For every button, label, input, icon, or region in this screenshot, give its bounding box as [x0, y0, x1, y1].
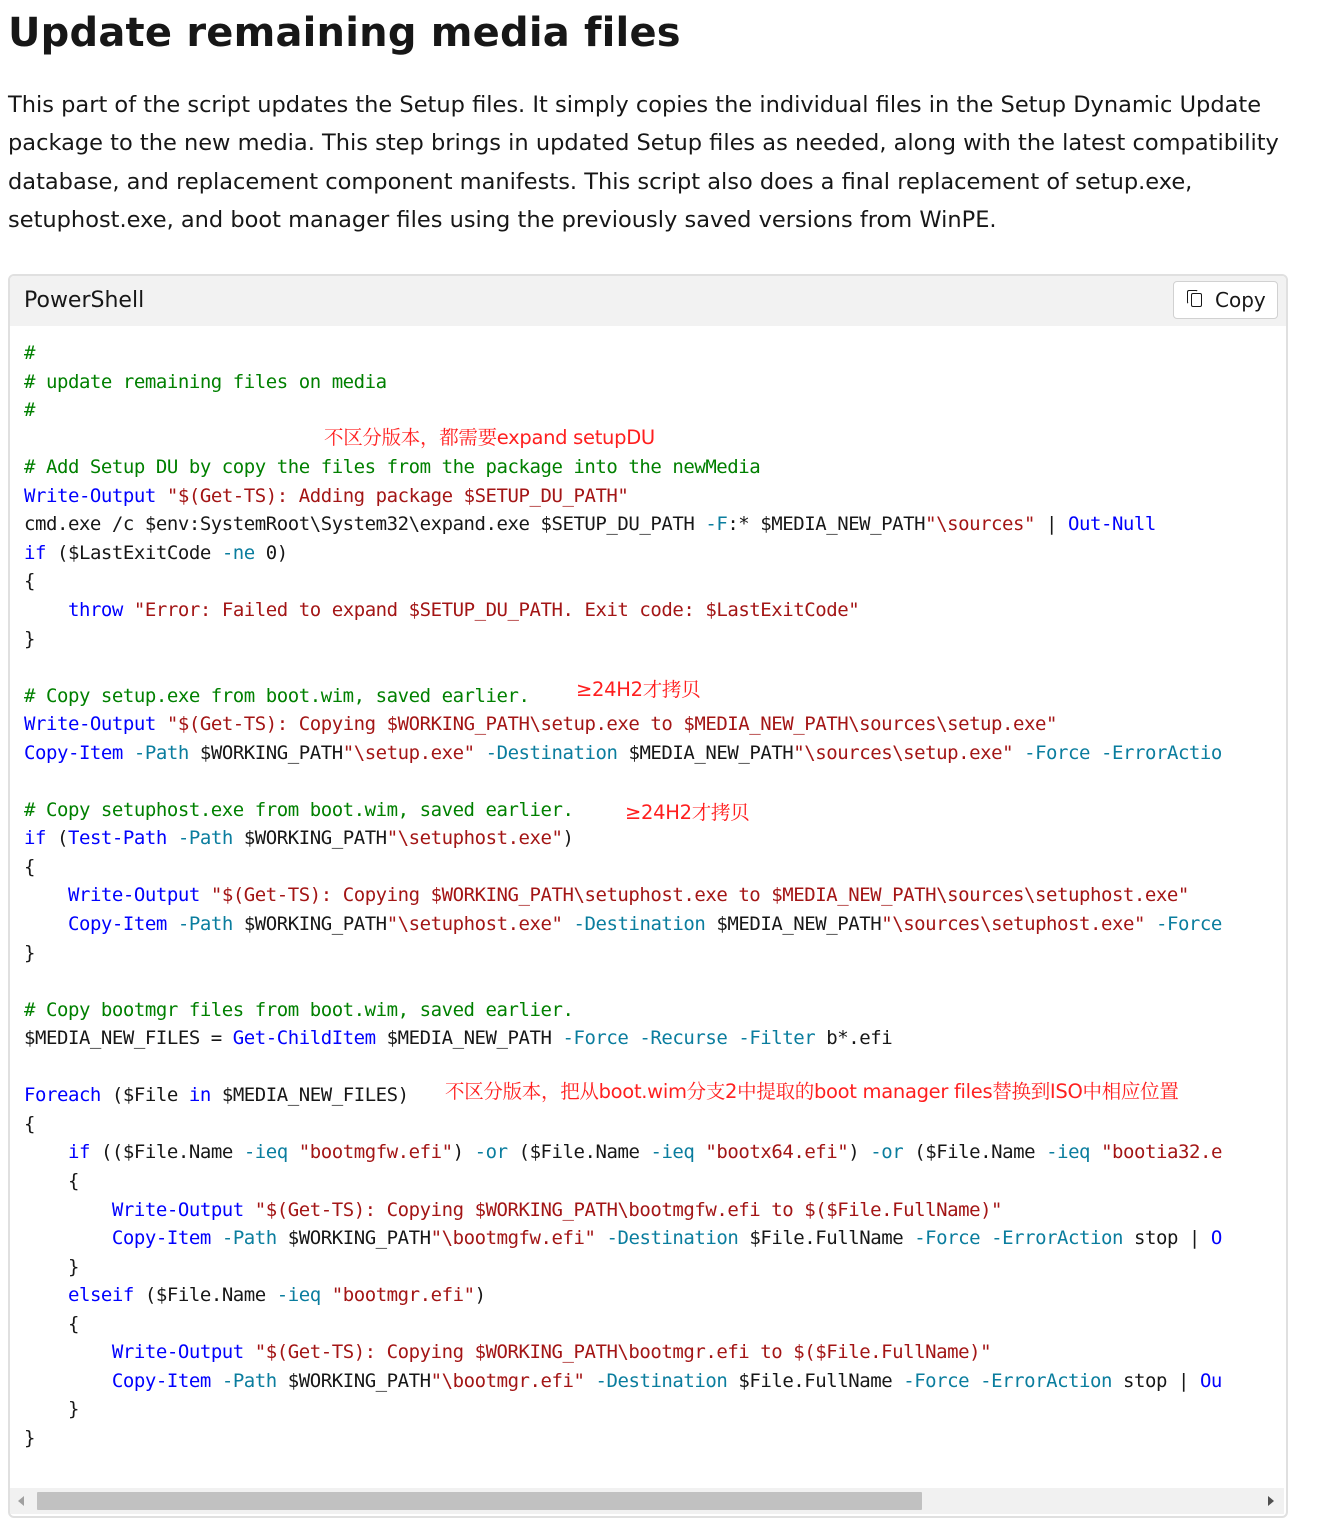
code-token-plain: $WORKING_PATH	[232, 913, 387, 935]
code-line	[24, 1138, 1222, 1166]
code-token-cmdlet: Write-Output	[111, 1341, 244, 1364]
code-token-plain: $WORKING_PATH	[232, 827, 387, 850]
code-token-keyword: in	[188, 1084, 211, 1107]
code-token-cmdlet: Get-ChildItem	[232, 1027, 376, 1050]
annotation-bootmgr-replace: 不区分版本，把从boot.wim分支2中提取的boot manager files替换到ISO中相应位置	[445, 1080, 1179, 1103]
code-token-param: -ErrorAction	[991, 1227, 1123, 1250]
code-token-keyword: Foreach	[24, 1084, 101, 1107]
code-token-plain: (	[45, 827, 68, 850]
code-token-plain	[200, 884, 211, 906]
code-token-plain	[694, 1141, 705, 1163]
code-token-plain: ($File.Name	[903, 1141, 1047, 1164]
code-token-plain	[167, 827, 178, 849]
code-token-plain	[1013, 742, 1024, 764]
code-token-plain	[321, 1284, 332, 1306]
code-token-comment: # Add Setup DU by copy the files from the package into the newMedia	[24, 456, 761, 479]
code-token-cmdlet: Copy-Item	[111, 1369, 211, 1392]
code-token-param: -ne	[221, 541, 255, 564]
code-token-param: -Path	[133, 741, 189, 764]
code-token-plain	[1090, 742, 1101, 764]
code-token-string: "\bootmgr.efi"	[430, 1369, 585, 1392]
code-token-plain	[167, 913, 178, 935]
code-token-keyword: if	[67, 1141, 90, 1164]
code-token-cmdlet: O	[1210, 1227, 1222, 1250]
code-token-string: "$(Get-TS): Adding package $SETUP_DU_PATH"	[166, 484, 629, 507]
code-line	[24, 510, 1156, 538]
code-line	[24, 796, 573, 824]
code-token-plain	[585, 1370, 596, 1392]
code-token-string: "bootx64.efi"	[705, 1141, 849, 1164]
code-token-cmdlet: Ou	[1199, 1369, 1222, 1392]
code-token-string: "\setuphost.exe"	[386, 827, 563, 850]
code-token-plain: cmd.exe /c $env:SystemRoot\System32\expand.exe $SETUP_DU_PATH	[24, 513, 706, 536]
code-token-string: "Error: Failed to expand $SETUP_DU_PATH. Exit code: $LastExitCode"	[133, 598, 860, 621]
code-token-plain	[24, 599, 68, 621]
code-token-cmdlet: Out-Null	[1067, 513, 1156, 536]
code-token-plain: }	[24, 627, 35, 650]
code-token-plain	[211, 1370, 222, 1392]
code-token-plain: $MEDIA_NEW_PATH	[375, 1027, 563, 1050]
code-token-string: "\setuphost.exe"	[386, 913, 563, 935]
code-line	[24, 939, 35, 967]
annotation-setuphost-24h2: ≥24H2才拷贝	[625, 801, 750, 824]
code-line	[24, 996, 573, 1024]
code-token-plain: )	[848, 1141, 871, 1164]
code-token-plain	[24, 1227, 112, 1249]
code-token-plain: $WORKING_PATH	[276, 1227, 431, 1250]
code-token-plain: $File.FullName	[727, 1369, 904, 1392]
code-token-plain: }	[24, 1426, 35, 1449]
code-token-string: "\bootmgfw.efi"	[430, 1227, 596, 1250]
copy-button[interactable]	[1173, 281, 1278, 319]
code-token-param: -Destination	[606, 1227, 739, 1250]
code-line	[24, 567, 35, 595]
code-token-comment: #	[24, 399, 35, 422]
code-token-param: -F	[705, 513, 728, 536]
code-token-param: -Force	[1024, 741, 1091, 764]
code-line	[24, 739, 1222, 767]
code-token-param: -ieq	[276, 1284, 321, 1307]
code-token-string: "$(Get-TS): Copying $WORKING_PATH\bootmgr.efi to $($File.FullName)"	[254, 1341, 992, 1364]
code-token-param: -ieq	[1046, 1141, 1091, 1164]
code-token-plain	[156, 485, 167, 507]
code-token-plain: {	[24, 1112, 35, 1135]
code-token-plain: :* $MEDIA_NEW_PATH	[727, 513, 926, 536]
code-line	[24, 1081, 409, 1109]
code-token-keyword: throw	[67, 598, 123, 621]
code-line	[24, 853, 35, 881]
code-token-plain	[563, 913, 574, 935]
code-token-keyword: if	[24, 827, 46, 850]
code-line	[24, 1167, 79, 1195]
code-token-string: "$(Get-TS): Copying $WORKING_PATH\setuphost.exe to $MEDIA_NEW_PATH\sources\setuphost.exe"	[210, 884, 1189, 907]
code-token-string: "\setup.exe"	[342, 741, 475, 764]
code-line	[24, 1253, 79, 1281]
code-token-plain: |	[1035, 513, 1068, 536]
code-token-cmdlet: Write-Output	[24, 484, 156, 507]
code-token-plain: stop |	[1123, 1227, 1211, 1250]
code-line	[24, 625, 35, 653]
code-token-plain	[980, 1227, 991, 1249]
code-token-plain: 0)	[254, 541, 288, 564]
code-language-label: PowerShell	[24, 288, 145, 313]
code-token-plain	[24, 913, 68, 935]
code-token-string: "bootia32.e	[1101, 1141, 1222, 1164]
code-token-plain	[24, 1370, 112, 1392]
code-token-plain	[475, 742, 486, 764]
code-token-plain: $MEDIA_NEW_PATH	[705, 913, 882, 935]
code-token-param: -Recurse	[639, 1027, 728, 1050]
code-token-plain	[24, 1141, 68, 1163]
code-token-plain	[24, 884, 68, 906]
code-token-param: -ErrorAction	[980, 1369, 1113, 1392]
code-token-param: -Filter	[738, 1027, 816, 1050]
code-token-plain: )	[452, 1141, 475, 1164]
code-token-plain: }	[24, 1398, 79, 1421]
code-block-header	[10, 276, 1286, 326]
code-token-plain: {	[24, 855, 35, 878]
code-token-keyword: if	[24, 541, 46, 564]
code-line	[24, 1395, 79, 1423]
code-token-string: "\sources"	[925, 513, 1036, 536]
code-token-param: -ieq	[243, 1141, 288, 1164]
code-token-plain	[288, 1141, 299, 1163]
code-line	[24, 710, 1057, 738]
code-token-plain	[1090, 1141, 1101, 1163]
code-line	[24, 482, 628, 510]
code-token-param: -Destination	[595, 1369, 728, 1392]
copy-icon	[1191, 293, 1202, 307]
code-token-plain	[211, 1227, 222, 1249]
code-token-plain: stop |	[1112, 1369, 1200, 1392]
code-token-plain	[1145, 913, 1156, 935]
code-token-plain: )	[562, 827, 574, 850]
code-token-comment: # Copy bootmgr files from boot.wim, saved earlier.	[24, 998, 574, 1021]
annotation-expand-setupdu: 不区分版本，都需要expand setupDU	[324, 426, 655, 449]
code-token-cmdlet: Copy-Item	[67, 913, 167, 935]
code-token-plain	[244, 1199, 255, 1221]
code-token-string: "\sources\setuphost.exe"	[881, 913, 1145, 935]
code-line	[24, 824, 574, 852]
code-line	[24, 682, 530, 710]
code-token-param: -Destination	[573, 913, 706, 935]
code-token-plain	[595, 1227, 606, 1249]
code-token-param: -Force	[1155, 913, 1222, 935]
code-token-plain: {	[24, 1169, 79, 1192]
code-line	[24, 1110, 35, 1138]
code-token-cmdlet: Write-Output	[111, 1198, 244, 1221]
code-token-plain: $File.FullName	[738, 1227, 915, 1250]
code-token-plain	[123, 742, 134, 764]
code-token-plain: )	[474, 1284, 486, 1307]
code-token-plain: ($File	[100, 1084, 189, 1107]
scrollbar-thumb[interactable]	[37, 1492, 922, 1510]
code-token-param: -Path	[221, 1227, 277, 1250]
intro-paragraph: This part of the script updates the Setup files. It simply copies the individual files in the Setup Dynamic Update package to the new media. This step brings in updated Setup files as needed, along with the latest compatibility database, and replacement component manifests. This script also does a final replacement of setup.exe, setuphost.exe, and boot manager files using the previously saved versions from WinPE.	[8, 92, 1279, 233]
code-content[interactable]	[10, 326, 1284, 1488]
code-token-string: "bootmgfw.efi"	[298, 1141, 453, 1164]
code-line	[24, 1024, 892, 1052]
code-token-cmdlet: Write-Output	[67, 884, 200, 907]
code-token-plain	[24, 1199, 112, 1221]
code-token-plain	[628, 1027, 639, 1049]
code-token-plain	[156, 713, 167, 735]
code-token-param: -Path	[221, 1369, 277, 1392]
code-line	[24, 339, 35, 367]
code-token-plain	[123, 599, 134, 621]
code-token-plain	[24, 1284, 68, 1306]
code-token-param: -or	[870, 1141, 904, 1164]
code-token-plain: $WORKING_PATH	[188, 741, 343, 764]
code-token-param: -Destination	[485, 741, 618, 764]
code-token-plain: $WORKING_PATH	[276, 1369, 431, 1392]
code-token-param: -Path	[177, 913, 233, 935]
code-token-plain: ($File.Name	[507, 1141, 651, 1164]
code-token-param: -Path	[177, 827, 233, 850]
code-line	[24, 396, 35, 424]
code-token-param: -Force	[903, 1369, 970, 1392]
code-token-keyword: elseif	[67, 1284, 134, 1307]
code-line	[24, 1338, 991, 1366]
code-token-plain: $MEDIA_NEW_FILES =	[24, 1027, 233, 1050]
code-token-cmdlet: Copy-Item	[24, 741, 123, 764]
code-token-plain: {	[24, 1312, 79, 1335]
copy-button-label: Copy	[1215, 288, 1266, 312]
code-line	[24, 596, 859, 624]
code-token-plain: $MEDIA_NEW_PATH	[617, 741, 794, 764]
chevron-left-icon[interactable]	[18, 1496, 24, 1506]
code-line	[24, 1196, 1002, 1224]
code-token-plain: }	[24, 941, 35, 964]
code-line	[24, 539, 288, 567]
code-token-string: "\sources\setup.exe"	[793, 741, 1014, 764]
code-token-comment: #	[24, 342, 35, 364]
code-token-plain	[969, 1370, 980, 1392]
code-token-string: "$(Get-TS): Copying $WORKING_PATH\setup.exe to $MEDIA_NEW_PATH\sources\setup.exe"	[166, 713, 1057, 736]
code-token-comment: # Copy setup.exe from boot.wim, saved earlier.	[24, 684, 530, 707]
code-token-cmdlet: Copy-Item	[111, 1227, 211, 1250]
code-line	[24, 453, 760, 481]
code-line	[24, 1224, 1222, 1252]
code-line	[24, 1424, 35, 1452]
annotation-setup-exe-24h2: ≥24H2才拷贝	[576, 678, 701, 701]
chevron-right-icon[interactable]	[1268, 1496, 1274, 1506]
code-line	[24, 1281, 486, 1309]
horizontal-scrollbar[interactable]	[10, 1488, 1284, 1514]
code-token-plain: $MEDIA_NEW_FILES)	[210, 1084, 409, 1107]
code-token-plain: }	[24, 1255, 79, 1278]
page-title: Update remaining media files	[8, 10, 681, 56]
code-token-plain	[244, 1341, 255, 1363]
code-token-string: "bootmgr.efi"	[331, 1284, 475, 1307]
code-token-plain: ($File.Name	[133, 1284, 277, 1307]
code-line	[24, 368, 387, 396]
code-token-comment: # update remaining files on media	[24, 370, 387, 393]
code-token-cmdlet: Test-Path	[67, 827, 167, 850]
code-line	[24, 1367, 1222, 1395]
code-token-string: "$(Get-TS): Copying $WORKING_PATH\bootmgfw.efi to $($File.FullName)"	[254, 1198, 1003, 1221]
code-token-plain: (($File.Name	[89, 1141, 244, 1164]
code-token-param: -or	[474, 1141, 508, 1164]
code-token-comment: # Copy setuphost.exe from boot.wim, saved earlier.	[24, 798, 574, 821]
code-token-plain	[24, 1341, 112, 1363]
code-token-param: -Force	[562, 1027, 629, 1050]
code-token-param: -ieq	[650, 1141, 695, 1164]
code-token-plain: ($LastExitCode	[45, 541, 222, 564]
code-token-param: -Force	[914, 1227, 981, 1250]
code-token-param: -ErrorActio	[1101, 741, 1222, 764]
code-token-plain: b*.efi	[815, 1027, 893, 1050]
code-block	[8, 274, 1288, 1518]
code-token-plain: {	[24, 570, 35, 593]
code-line	[24, 881, 1189, 909]
code-line	[24, 910, 1222, 938]
code-token-plain	[727, 1027, 738, 1049]
code-token-cmdlet: Write-Output	[24, 713, 156, 736]
code-line	[24, 1310, 79, 1338]
